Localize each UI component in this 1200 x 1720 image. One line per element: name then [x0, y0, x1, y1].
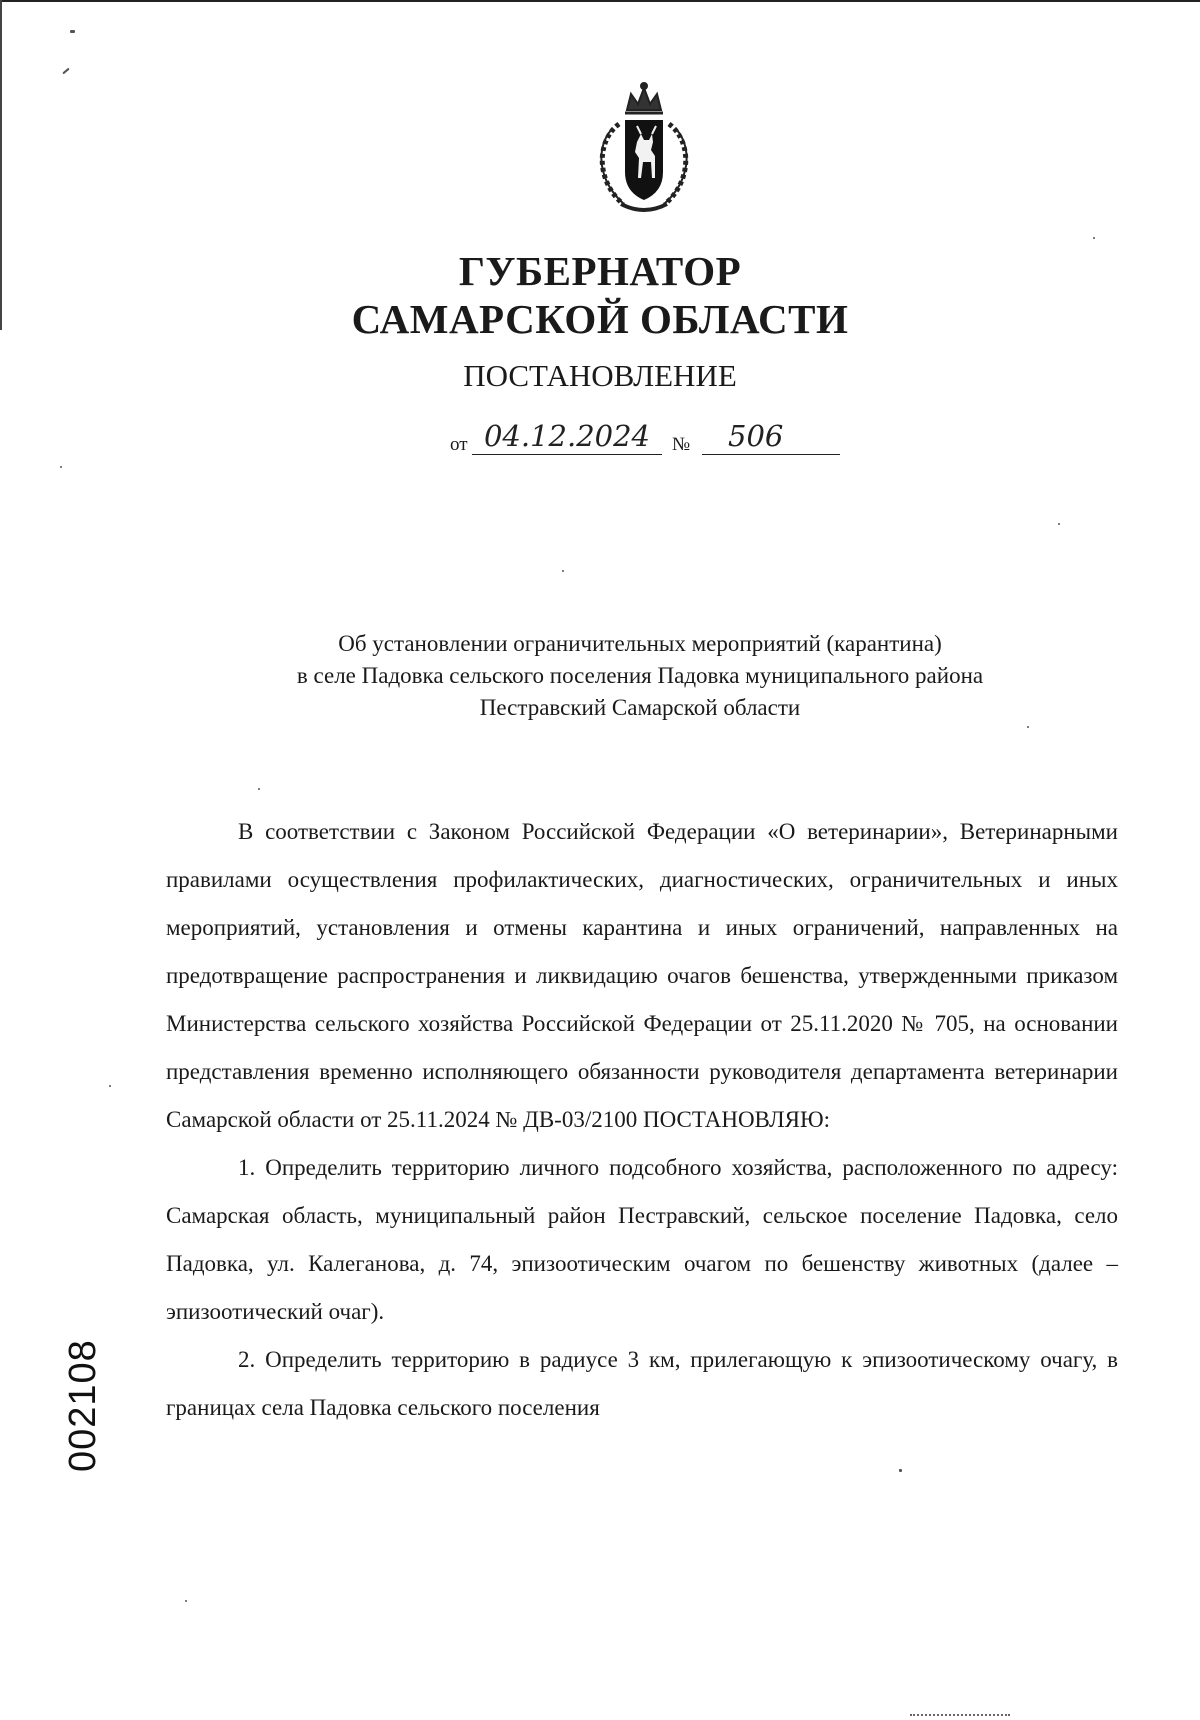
preamble-paragraph: В соответствии с Законом Российской Федерации «О ветеринарии», Ветеринарными правилами осуществления профилактических, диагностических, ограничительных и иных мероприятий, установления и отмены карантина и иных ограничений, направленных на предотвращение распространения и ликвидацию очагов бешенства, утвержденными приказом Министерства сельского хозяйства Российской Федерации от 25.11.2020 № 705, на основании представления временно исполняющего обязанности руководителя департамента ветеринарии Самарской области от 25.11.2024 № ДВ-03/2100 ПОСТАНОВЛЯЮ: [166, 819, 1118, 1132]
document-subject [200, 628, 1080, 724]
item-1-paragraph: 1. Определить территорию личного подсобного хозяйства, расположенного по адресу: Самарская область, муниципальный район Пестравский, сельское поселение Падовка, село Падовка, ул. Калеганова, д. 74, эпизоотическим очагом по бешенству животных (далее – эпизоотический очаг). [166, 1155, 1118, 1324]
date-prefix: от [450, 434, 468, 455]
subject-line: Об установлении ограничительных мероприятий (карантина) [338, 631, 942, 656]
subject-line: в селе Падовка сельского поселения Падовка муниципального района [296, 663, 984, 688]
scan-speck [1093, 237, 1095, 239]
registration-line [450, 418, 850, 458]
scan-top-edge [0, 0, 1200, 2]
scan-speck [562, 570, 564, 572]
issuer-title-line2: САМАРСКОЙ ОБЛАСТИ [351, 296, 849, 342]
side-serial-number: 002108 [62, 1339, 104, 1472]
scan-speck [60, 466, 62, 468]
document-number: 506 [702, 418, 840, 455]
scan-speck [70, 30, 75, 33]
number-sign: № [672, 434, 691, 455]
document-body [166, 808, 1118, 1432]
document-type: ПОСТАНОВЛЕНИЕ [463, 358, 737, 393]
scan-speck [109, 1085, 111, 1087]
scan-bottom-marks [910, 1714, 1010, 1719]
scan-speck [185, 1600, 187, 1602]
issuer-title-line1: ГУБЕРНАТОР [458, 248, 742, 294]
subject-line: Пестравский Самарской области [479, 695, 801, 720]
scan-speck [258, 788, 260, 790]
samara-oblast-coat-of-arms-icon [583, 80, 705, 218]
scan-speck [1027, 726, 1029, 728]
scan-speck [62, 68, 69, 75]
document-date: 04.12.2024 [472, 418, 662, 455]
scan-speck [899, 1469, 902, 1472]
scan-speck [1058, 523, 1060, 525]
item-2-paragraph: 2. Определить территорию в радиусе 3 км, прилегающую к эпизоотическому очагу, в границах села Падовка сельского поселения [166, 1347, 1118, 1420]
